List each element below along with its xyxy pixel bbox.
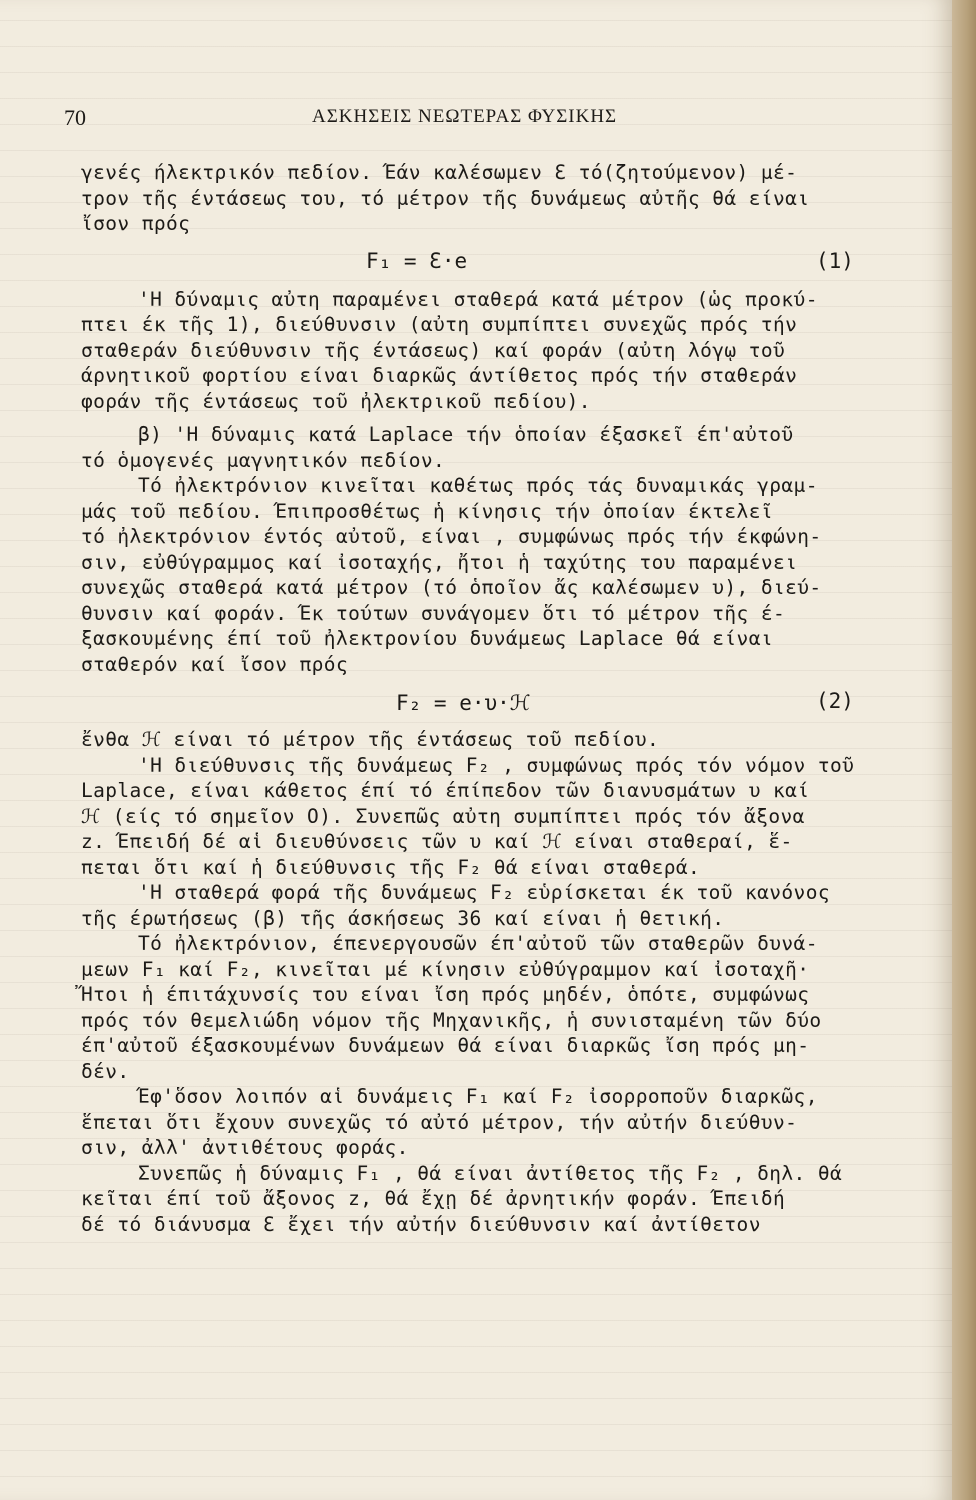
text-line: σιν, εὐθύγραμμος καί ἰσοταχής, ἤτοι ἡ ταχύτης του παραμένει	[81, 550, 798, 574]
equation-formula: F₂ = e·υ·ℋ	[396, 691, 531, 715]
text-line: ξασκουμένης έπί τοῦ ἠλεκτρονίου δυνάμεως Laplace θά είναι	[81, 627, 773, 650]
equation-1	[78, 237, 936, 287]
equation-formula: F₁ = Ɛ·e	[366, 248, 468, 273]
text-line: 'Η δύναμις αὐτη παραμένει σταθερά κατά μέτρον (ὡς προκύ-	[138, 287, 818, 311]
text-line: έπ'αὐτοῦ έξασκουμένων δυνάμεων θά είναι διαρκῶς ἴση πρός μη-	[81, 1034, 810, 1057]
equation-2	[78, 677, 936, 727]
body-text	[78, 160, 936, 1237]
text-line: σταθερόν καί ἴσον πρός	[81, 652, 349, 676]
text-line: Συνεπῶς ἡ δύναμις F₁ , θά είναι ἀντίθετος τῆς F₂ , δηλ. θά	[138, 1161, 843, 1185]
text-line: z. Έπειδή δέ αἱ διευθύνσεις τῶν υ καί ℋ είναι σταθεραί, ἕ-	[81, 830, 793, 853]
text-line: μάς τοῦ πεδίου. Έπιπροσθέτως ἡ κίνησις τήν ὁποίαν έκτελεῖ	[81, 499, 773, 523]
page-number: 70	[64, 105, 86, 130]
text-line: Τό ἠλεκτρόνιον, έπενεργουσῶν έπ'αὐτοῦ τῶν σταθερῶν δυνά-	[138, 932, 818, 955]
text-line: μεων F₁ καί F₂, κινεῖται μέ κίνησιν εὐθύγραμμον καί ἰσοταχῆ·	[81, 957, 810, 981]
running-title: ΑΣΚΗΣΕΙΣ ΝΕΩΤΕΡΑΣ ΦΥΣΙΚΗΣ	[312, 106, 618, 127]
text-line: τό ἠλεκτρόνιον έντός αὐτοῦ, είναι , συμφώνως πρός τήν έκφώνη-	[81, 525, 822, 548]
text-line: συνεχῶς σταθερά κατά μέτρον (τό ὁποῖον ἄς καλέσωμεν υ), διεύ-	[81, 576, 822, 599]
page-header	[64, 105, 924, 135]
page-edge	[952, 0, 976, 1500]
text-line: θυνσιν καί φοράν. Έκ τούτων συνάγομεν ὅτι τό μέτρον τῆς έ-	[81, 601, 786, 625]
text-line: ἕπεται ὅτι ἔχουν συνεχῶς τό αὐτό μέτρον, τήν αὐτήν διεύθυν-	[81, 1110, 798, 1134]
text-line: δέ τό διάνυσμα Ɛ ἔχει τήν αὐτήν διεύθυνσιν καί ἀντίθετον	[81, 1212, 761, 1236]
text-line: δέν.	[81, 1059, 130, 1083]
text-line: τό ὁμογενές μαγνητικόν πεδίον.	[81, 448, 446, 472]
text-line: β) 'Η δύναμις κατά Laplace τήν ὁποίαν έξασκεῖ έπ'αὐτοῦ	[138, 423, 794, 446]
text-line: κεῖται έπί τοῦ ἄξονος z, θά ἔχῃ δέ ἀρνητικήν φοράν. Έπειδή	[81, 1187, 786, 1210]
text-line: πτει έκ τῆς 1), διεύθυνσιν (αὐτη συμπίπτει συνεχῶς πρός τήν	[81, 313, 798, 336]
text-line: γενές ήλεκτρικόν πεδίον. Έάν καλέσωμεν Ɛ τό(ζητούμενον) μέ-	[81, 161, 798, 184]
text-line: άρνητικοῦ φορτίου είναι διαρκῶς άντίθετος πρός τήν σταθεράν	[81, 364, 798, 387]
text-line: τῆς έρωτήσεως (β) τῆς άσκήσεως 36 καί είναι ἡ θετική.	[81, 906, 725, 930]
equation-number: (2)	[816, 689, 854, 713]
text-line: πρός τόν θεμελιώδη νόμον τῆς Μηχανικῆς, ἡ συνισταμένη τῶν δύο	[81, 1008, 822, 1032]
text-line: ℋ (είς τό σημεῖον Ο). Συνεπῶς αὐτη συμπίπτει πρός τόν ἄξονα	[81, 804, 805, 828]
text-line: Laplace, είναι κάθετος έπί τό έπίπεδον τῶν διανυσμάτων υ καί	[81, 779, 810, 802]
text-line: σταθεράν διεύθυνσιν τῆς έντάσεως) καί φοράν (αὐτη λόγῳ τοῦ	[81, 338, 786, 362]
text-line: τρον τῆς έντάσεως του, τό μέτρον τῆς δυνάμεως αὐτῆς θά είναι	[81, 186, 810, 210]
text-line: 'Η σταθερά φορά τῆς δυνάμεως F₂ εὑρίσκεται έκ τοῦ κανόνος	[138, 881, 830, 904]
text-line: Ἤτοι ἡ έπιτάχυνσίς του είναι ἴση πρός μηδέν, ὁπότε, συμφώνως	[81, 983, 810, 1006]
text-line: ἔνθα ℋ είναι τό μέτρον τῆς έντάσεως τοῦ πεδίου.	[81, 728, 660, 751]
text-line: πεται ὅτι καί ἡ διεύθυνσις τῆς F₂ θά είναι σταθερά.	[81, 855, 701, 879]
equation-number: (1)	[816, 248, 854, 273]
text-line: σιν, ἀλλ' ἀντιθέτους φοράς.	[81, 1136, 409, 1159]
text-line: Τό ἠλεκτρόνιον κινεῖται καθέτως πρός τάς δυναμικάς γραμ-	[138, 474, 818, 497]
text-line: 'Η διεύθυνσις τῆς δυνάμεως F₂ , συμφώνως πρός τόν νόμον τοῦ	[138, 753, 855, 777]
text-line: ἴσον πρός	[81, 212, 191, 235]
text-line: φοράν τῆς έντάσεως τοῦ ἠλεκτρικοῦ πεδίου).	[81, 389, 591, 413]
text-line: Έφ'ὅσον λοιπόν αἱ δυνάμεις F₁ καί F₂ ἰσορροποῦν διαρκῶς,	[138, 1085, 818, 1108]
